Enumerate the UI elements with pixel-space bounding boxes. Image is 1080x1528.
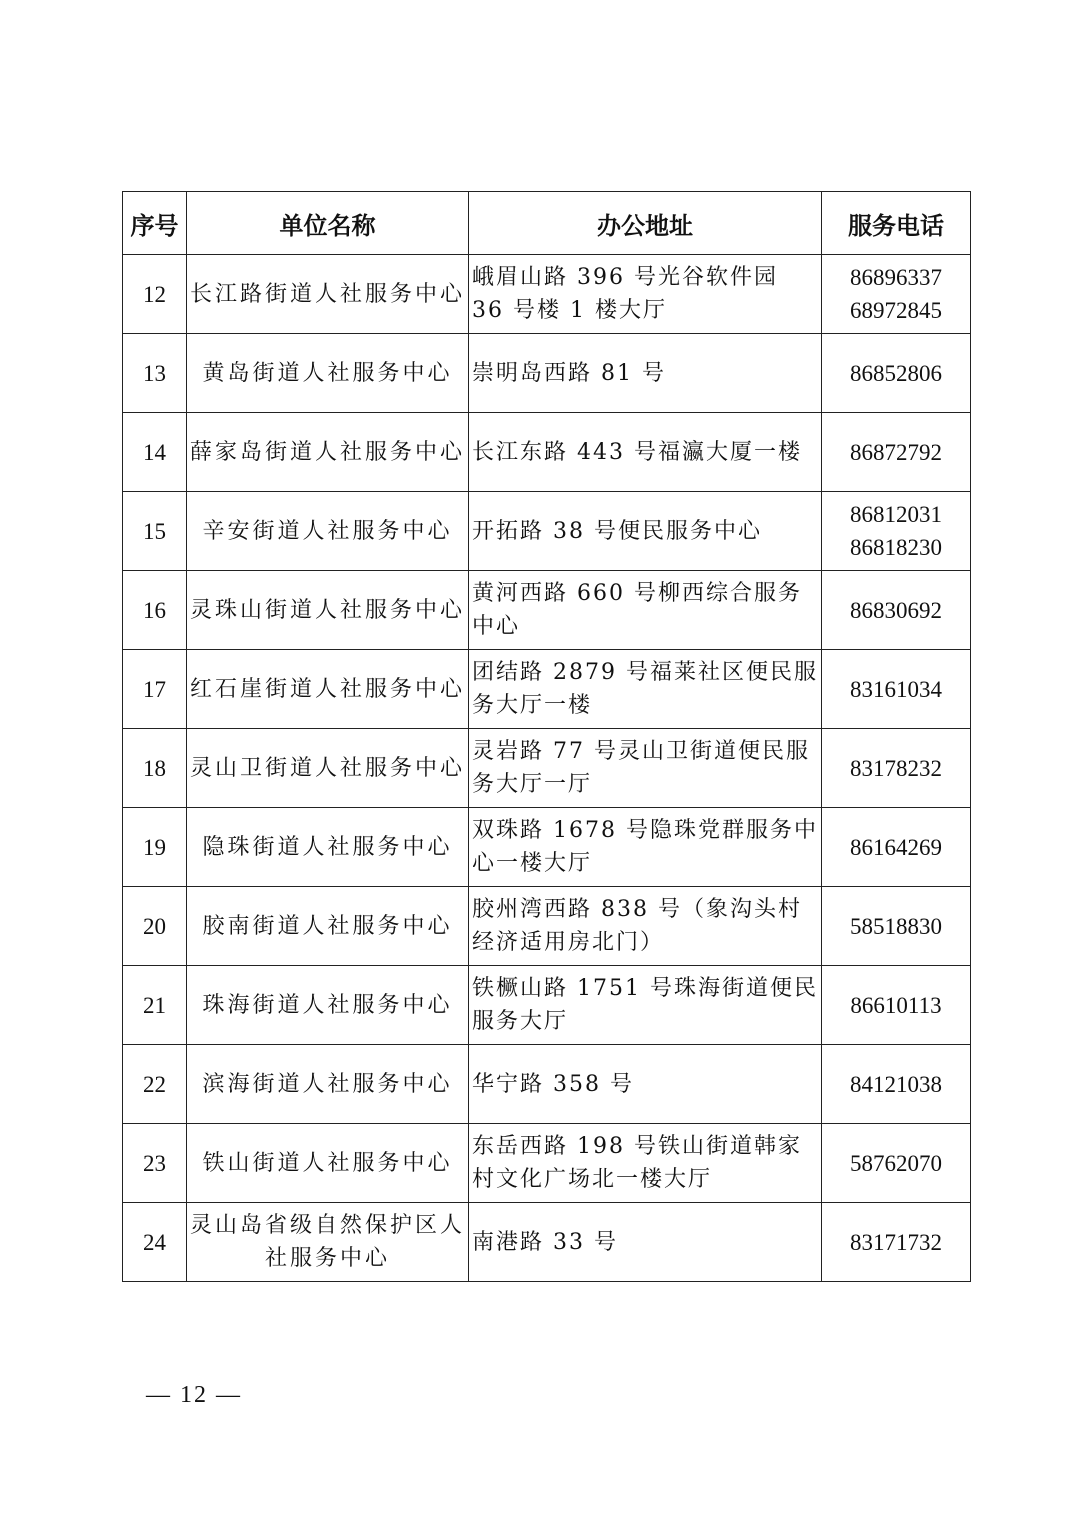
row-index: 24 xyxy=(123,1203,187,1282)
service-phone xyxy=(822,1203,971,1282)
service-phone xyxy=(822,334,971,413)
header-unit-name: 单位名称 xyxy=(187,192,469,255)
table-row xyxy=(123,492,971,571)
page-number: — 12 — xyxy=(146,1382,242,1408)
table-row xyxy=(123,571,971,650)
table-header-row xyxy=(123,192,971,255)
office-address: 长江东路 443 号福瀛大厦一楼 xyxy=(469,413,822,492)
table-row xyxy=(123,334,971,413)
row-index: 12 xyxy=(123,255,187,334)
office-address: 南港路 33 号 xyxy=(469,1203,822,1282)
phone-number: 86812031 xyxy=(850,502,942,527)
phone-number: 86852806 xyxy=(850,360,942,386)
phone-number: 83161034 xyxy=(850,676,942,702)
service-phone xyxy=(822,492,971,571)
row-index: 15 xyxy=(123,492,187,571)
unit-name: 薛家岛街道人社服务中心 xyxy=(187,413,469,492)
phone-number: 86830692 xyxy=(850,597,942,623)
table-row xyxy=(123,808,971,887)
row-index: 23 xyxy=(123,1124,187,1203)
office-address: 胶州湾西路 838 号（象沟头村经济适用房北门） xyxy=(469,887,822,966)
phone-number: 84121038 xyxy=(850,1071,942,1097)
row-index: 16 xyxy=(123,571,187,650)
office-address: 华宁路 358 号 xyxy=(469,1045,822,1124)
office-address: 黄河西路 660 号柳西综合服务中心 xyxy=(469,571,822,650)
unit-name: 长江路街道人社服务中心 xyxy=(187,255,469,334)
service-phone xyxy=(822,887,971,966)
phone-number: 83178232 xyxy=(850,755,942,781)
service-phone xyxy=(822,1045,971,1124)
header-service-phone: 服务电话 xyxy=(822,192,971,255)
service-phone xyxy=(822,966,971,1045)
table-row xyxy=(123,413,971,492)
office-address: 峨眉山路 396 号光谷软件园 36 号楼 1 楼大厅 xyxy=(469,255,822,334)
office-address: 东岳西路 198 号铁山街道韩家村文化广场北一楼大厅 xyxy=(469,1124,822,1203)
unit-name: 隐珠街道人社服务中心 xyxy=(187,808,469,887)
header-office-address: 办公地址 xyxy=(469,192,822,255)
phone-number: 86818230 xyxy=(850,535,942,560)
unit-name: 胶南街道人社服务中心 xyxy=(187,887,469,966)
row-index: 17 xyxy=(123,650,187,729)
service-center-table-container xyxy=(122,191,970,1282)
unit-name: 灵山岛省级自然保护区人社服务中心 xyxy=(187,1203,469,1282)
phone-number: 68972845 xyxy=(850,298,942,323)
phone-number: 86896337 xyxy=(850,265,942,290)
service-phone xyxy=(822,413,971,492)
office-address: 双珠路 1678 号隐珠党群服务中心一楼大厅 xyxy=(469,808,822,887)
unit-name: 辛安街道人社服务中心 xyxy=(187,492,469,571)
unit-name: 铁山街道人社服务中心 xyxy=(187,1124,469,1203)
row-index: 22 xyxy=(123,1045,187,1124)
unit-name: 黄岛街道人社服务中心 xyxy=(187,334,469,413)
service-phone xyxy=(822,729,971,808)
row-index: 20 xyxy=(123,887,187,966)
table-row xyxy=(123,1045,971,1124)
office-address: 铁橛山路 1751 号珠海街道便民服务大厅 xyxy=(469,966,822,1045)
phone-number: 86164269 xyxy=(850,834,942,860)
table-row xyxy=(123,966,971,1045)
unit-name: 滨海街道人社服务中心 xyxy=(187,1045,469,1124)
row-index: 13 xyxy=(123,334,187,413)
table-row xyxy=(123,1124,971,1203)
unit-name: 珠海街道人社服务中心 xyxy=(187,966,469,1045)
phone-number: 86872792 xyxy=(850,439,942,465)
unit-name: 灵山卫街道人社服务中心 xyxy=(187,729,469,808)
service-phone xyxy=(822,571,971,650)
service-phone xyxy=(822,255,971,334)
row-index: 18 xyxy=(123,729,187,808)
office-address: 团结路 2879 号福莱社区便民服务大厅一楼 xyxy=(469,650,822,729)
service-center-table xyxy=(122,191,971,1282)
table-row xyxy=(123,887,971,966)
office-address: 崇明岛西路 81 号 xyxy=(469,334,822,413)
table-row xyxy=(123,650,971,729)
phone-number: 58518830 xyxy=(850,913,942,939)
phone-number: 86610113 xyxy=(850,992,942,1018)
row-index: 19 xyxy=(123,808,187,887)
table-body xyxy=(123,255,971,1282)
office-address: 灵岩路 77 号灵山卫街道便民服务大厅一厅 xyxy=(469,729,822,808)
row-index: 21 xyxy=(123,966,187,1045)
service-phone xyxy=(822,1124,971,1203)
unit-name: 红石崖街道人社服务中心 xyxy=(187,650,469,729)
unit-name: 灵珠山街道人社服务中心 xyxy=(187,571,469,650)
service-phone xyxy=(822,650,971,729)
phone-number: 58762070 xyxy=(850,1150,942,1176)
phone-number: 83171732 xyxy=(850,1229,942,1255)
table-row xyxy=(123,1203,971,1282)
table-row xyxy=(123,255,971,334)
office-address: 开拓路 38 号便民服务中心 xyxy=(469,492,822,571)
table-row xyxy=(123,729,971,808)
service-phone xyxy=(822,808,971,887)
header-index: 序号 xyxy=(123,192,187,255)
row-index: 14 xyxy=(123,413,187,492)
